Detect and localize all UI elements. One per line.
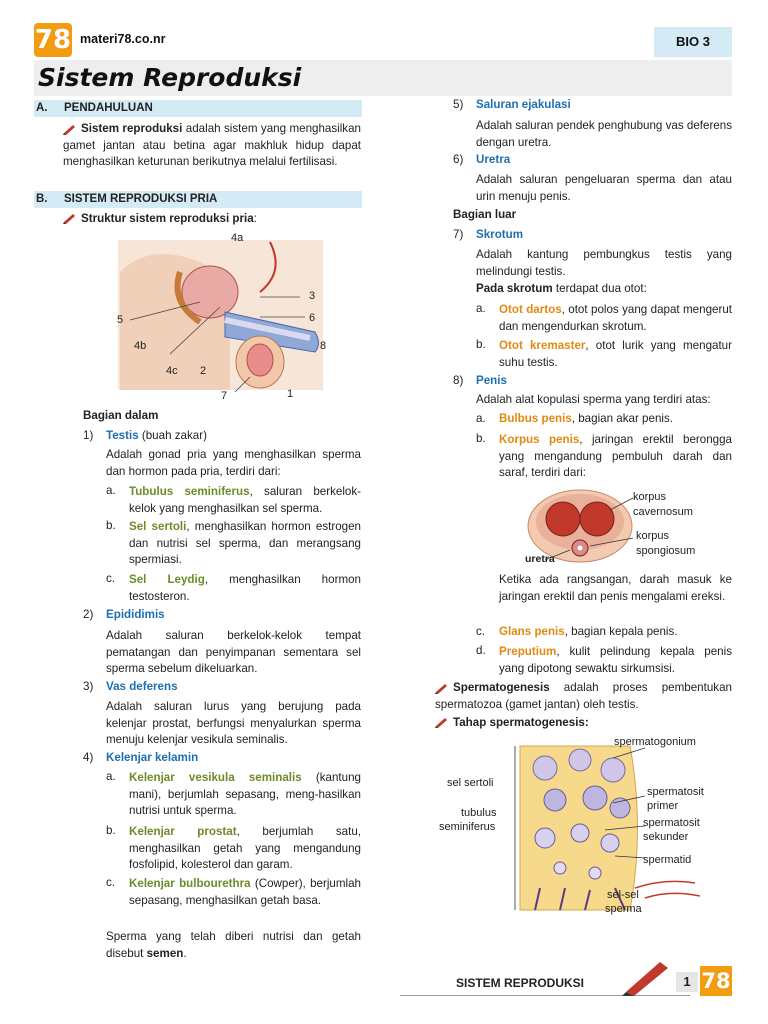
- page-title: Sistem Reproduksi: [38, 63, 302, 92]
- item-1a-text: , saluran berkelok-kelok yang menghasilkan sel sperma.: [129, 485, 361, 515]
- penis-label-uretra: uretra: [525, 553, 555, 565]
- item-2-title: Epididimis: [106, 608, 165, 621]
- skrotum-muscles-intro: [476, 282, 647, 295]
- item-8a-text: , bagian akar penis.: [571, 412, 673, 425]
- item-1b-term: Sel sertoli: [129, 520, 187, 533]
- sg-label-spermatogonium: spermatogonium: [614, 736, 696, 748]
- item-4c: [129, 876, 361, 909]
- pencil-bullet-icon: [63, 124, 76, 134]
- item-8b-letter: b.: [476, 432, 486, 445]
- item-4c-term: Kelenjar bulbourethra: [129, 877, 251, 890]
- term-semen: semen: [146, 946, 184, 960]
- sg-label-sel-sel: sel-sel: [607, 889, 639, 901]
- item-8a-term: Bulbus penis: [499, 412, 572, 425]
- spermatogenesis-text: adalah proses pembentukan spermatozoa (gamet jantan) oleh testis.: [435, 681, 732, 711]
- bagian-luar-heading: Bagian luar: [453, 208, 517, 221]
- item-8-desc: Adalah alat kopulasi sperma yang terdiri atas:: [476, 393, 711, 406]
- item-4a-text: (kantung mani), berjumlah sepasang, meng-hasilkan nutrisi untuk sperma.: [129, 771, 361, 817]
- sg-label-sperma: sperma: [605, 903, 642, 915]
- fig-label-4b: 4b: [134, 340, 147, 352]
- item-4a: [129, 770, 361, 820]
- spermatogenesis-definition: [435, 680, 732, 713]
- fig-label-4a: 4a: [231, 232, 244, 244]
- item-7-title: Skrotum: [476, 228, 524, 241]
- item-1-desc: Adalah gonad pria yang menghasilkan sperma dan hormon pada pria, terdiri dari:: [106, 448, 361, 478]
- semen-paragraph: [106, 929, 361, 962]
- item-3-title: Vas deferens: [106, 680, 178, 693]
- item-6-title: Uretra: [476, 153, 511, 166]
- item-6-number: 6): [453, 153, 464, 166]
- fig-label-8: 8: [320, 340, 327, 352]
- item-1-heading: [106, 429, 207, 442]
- item-7a: [499, 302, 732, 335]
- item-2-number: 2): [83, 608, 94, 621]
- section-a-letter: A.: [36, 102, 48, 114]
- male-reproductive-diagram: [110, 232, 340, 402]
- item-7a-text: , otot polos yang dapat mengerut dan mengendurkan skrotum.: [499, 303, 733, 333]
- item-7b-term: Otot kremaster: [499, 339, 586, 352]
- item-8b-term: Korpus penis: [499, 433, 580, 446]
- penis-label-korpus-2: korpus: [636, 530, 670, 542]
- item-1c: [129, 572, 361, 605]
- item-4b-letter: b.: [106, 824, 116, 837]
- item-4a-letter: a.: [106, 770, 116, 783]
- section-b-letter: B.: [36, 193, 48, 205]
- item-8c-letter: c.: [476, 625, 486, 638]
- sg-label-sekunder: sekunder: [643, 831, 689, 843]
- item-7-number: 7): [453, 228, 464, 241]
- footer-label: SISTEM REPRODUKSI: [456, 976, 585, 990]
- fig-label-5: 5: [117, 314, 124, 326]
- item-8a-letter: a.: [476, 412, 486, 425]
- item-4a-term: Kelenjar vesikula seminalis: [129, 771, 302, 784]
- sg-label-sel-sertoli: sel sertoli: [447, 777, 494, 789]
- sg-label-spermatosit-2: spermatosit: [643, 817, 700, 829]
- section-a-header: [34, 100, 362, 117]
- sg-label-primer: primer: [647, 800, 679, 812]
- item-1a-term: Tubulus seminiferus: [129, 485, 250, 498]
- item-1b-letter: b.: [106, 519, 116, 532]
- semen-post: .: [183, 946, 187, 960]
- item-4-title: Kelenjar kelamin: [106, 751, 199, 764]
- item-3-desc: Adalah saluran lurus yang berujung pada kelenjar prostat, berfungsi menyalurkan sperma menuju kelenjar vesikula seminalis.: [106, 700, 361, 746]
- item-1-paren: (buah zakar): [138, 429, 207, 442]
- pencil-bullet-icon: [63, 214, 76, 224]
- item-8d-text: , kulit pelindung kepala penis yang dipotong sewaktu sirkumsisi.: [499, 645, 732, 675]
- penis-label-spongiosum: spongiosum: [636, 545, 696, 557]
- fig-label-3: 3: [309, 290, 316, 302]
- tahap-text: Tahap spermatogenesis:: [453, 716, 589, 729]
- section-b-title: SISTEM REPRODUKSI PRIA: [64, 193, 218, 205]
- item-7-desc: Adalah kantung pembungkus testis yang melindungi testis.: [476, 248, 732, 278]
- item-1c-text: , menghasilkan hormon testosteron.: [129, 573, 361, 603]
- item-3-number: 3): [83, 680, 94, 693]
- fig-label-2: 2: [200, 365, 207, 377]
- penis-label-korpus-1: korpus: [633, 491, 667, 503]
- section-a-title: PENDAHULUAN: [64, 102, 153, 114]
- item-1a-letter: a.: [106, 484, 116, 497]
- page-number: 1: [676, 972, 698, 992]
- item-5-number: 5): [453, 98, 464, 111]
- sg-label-tubulus: tubulus: [461, 807, 497, 819]
- bagian-dalam-heading: Bagian dalam: [83, 409, 159, 422]
- term-spermatogenesis: Spermatogenesis: [453, 681, 550, 694]
- footer-logo: 78: [700, 966, 732, 996]
- item-8c: [499, 625, 678, 638]
- item-8c-text: , bagian kepala penis.: [564, 625, 678, 638]
- item-7a-letter: a.: [476, 302, 486, 315]
- item-1b: [129, 519, 361, 569]
- structure-label-text: Struktur sistem reproduksi pria: [81, 212, 254, 225]
- item-4c-text: (Cowper), berjumlah sepasang, menghasilkan getah basa.: [129, 877, 361, 907]
- item-4b-term: Kelenjar prostat: [129, 825, 237, 838]
- item-8-number: 8): [453, 374, 464, 387]
- item-4-number: 4): [83, 751, 94, 764]
- pencil-icon: [622, 962, 670, 996]
- penis-label-cavernosum: cavernosum: [633, 506, 693, 518]
- structure-label: Struktur sistem reproduksi pria:: [63, 212, 257, 225]
- item-8d-term: Preputium: [499, 645, 557, 658]
- item-5-desc: Adalah saluran pendek penghubung vas deferens dengan uretra.: [476, 119, 732, 149]
- item-1b-text: , menghasilkan hormon estrogen dan nutrisi sel sperma, dan merangsang spermiasi.: [129, 520, 361, 566]
- item-1c-letter: c.: [106, 572, 116, 585]
- fig-label-6: 6: [309, 312, 316, 324]
- item-4b-text: , berjumlah satu, menghasilkan getah yang mengandung fosfolipid, kolesterol dan garam.: [129, 825, 361, 871]
- subject-badge: BIO 3: [654, 27, 732, 57]
- item-7a-term: Otot dartos: [499, 303, 562, 316]
- pencil-bullet-icon: [435, 718, 448, 728]
- fig-label-7: 7: [221, 390, 228, 402]
- item-8b: [499, 432, 732, 482]
- item-1a: [129, 484, 361, 517]
- item-1c-term: Sel Leydig: [129, 573, 205, 586]
- item-8d-letter: d.: [476, 644, 486, 657]
- item-7b-letter: b.: [476, 338, 486, 351]
- tahap-heading: [435, 716, 589, 729]
- fig-label-1: 1: [287, 388, 294, 400]
- brand-logo: 78: [34, 25, 72, 55]
- erection-paragraph: Ketika ada rangsangan, darah masuk ke jaringan erektil dan penis mengalami ereksi.: [499, 573, 732, 603]
- skrotum-rest: terdapat dua otot:: [552, 282, 647, 295]
- term-sistem-reproduksi: Sistem reproduksi: [81, 122, 183, 135]
- semen-pre: Sperma yang telah diberi nutrisi dan getah disebut: [106, 930, 361, 960]
- item-8a: [499, 412, 673, 425]
- intro-text: adalah sistem yang menghasilkan gamet jantan atau betina agar makhluk hidup dapat menghasilkan keturunan berikutnya melalui fertilisasi.: [63, 122, 361, 168]
- item-1-number: 1): [83, 429, 94, 442]
- item-7b: [499, 338, 732, 371]
- sg-label-spermatosit-1: spermatosit: [647, 786, 704, 798]
- pencil-bullet-icon: [435, 683, 448, 693]
- item-6-desc: Adalah saluran pengeluaran sperma dan atau urin menuju penis.: [476, 173, 732, 203]
- item-4b: [129, 824, 361, 874]
- item-5-title: Saluran ejakulasi: [476, 98, 571, 111]
- intro-paragraph: [63, 121, 361, 171]
- item-8-title: Penis: [476, 374, 507, 387]
- site-url[interactable]: materi78.co.nr: [80, 32, 166, 46]
- item-7b-text: , otot lurik yang mengatur suhu testis.: [499, 339, 732, 369]
- fig-label-4c: 4c: [166, 365, 178, 377]
- section-b-header: [34, 191, 362, 208]
- item-4c-letter: c.: [106, 876, 116, 889]
- sg-label-seminiferus: seminiferus: [439, 821, 496, 833]
- item-2-desc: Adalah saluran berkelok-kelok tempat pematangan dan penyimpanan sementara sel sperma sebelum dikeluarkan.: [106, 629, 361, 675]
- skrotum-bold: Pada skrotum: [476, 282, 553, 295]
- item-8c-term: Glans penis: [499, 625, 565, 638]
- item-8b-text: , jaringan erektil berongga yang mengandung pembuluh darah dan saraf, terdiri dari:: [499, 433, 732, 479]
- item-1-title: Testis: [106, 429, 139, 442]
- item-8d: [499, 644, 732, 677]
- sg-label-spermatid: spermatid: [643, 854, 692, 866]
